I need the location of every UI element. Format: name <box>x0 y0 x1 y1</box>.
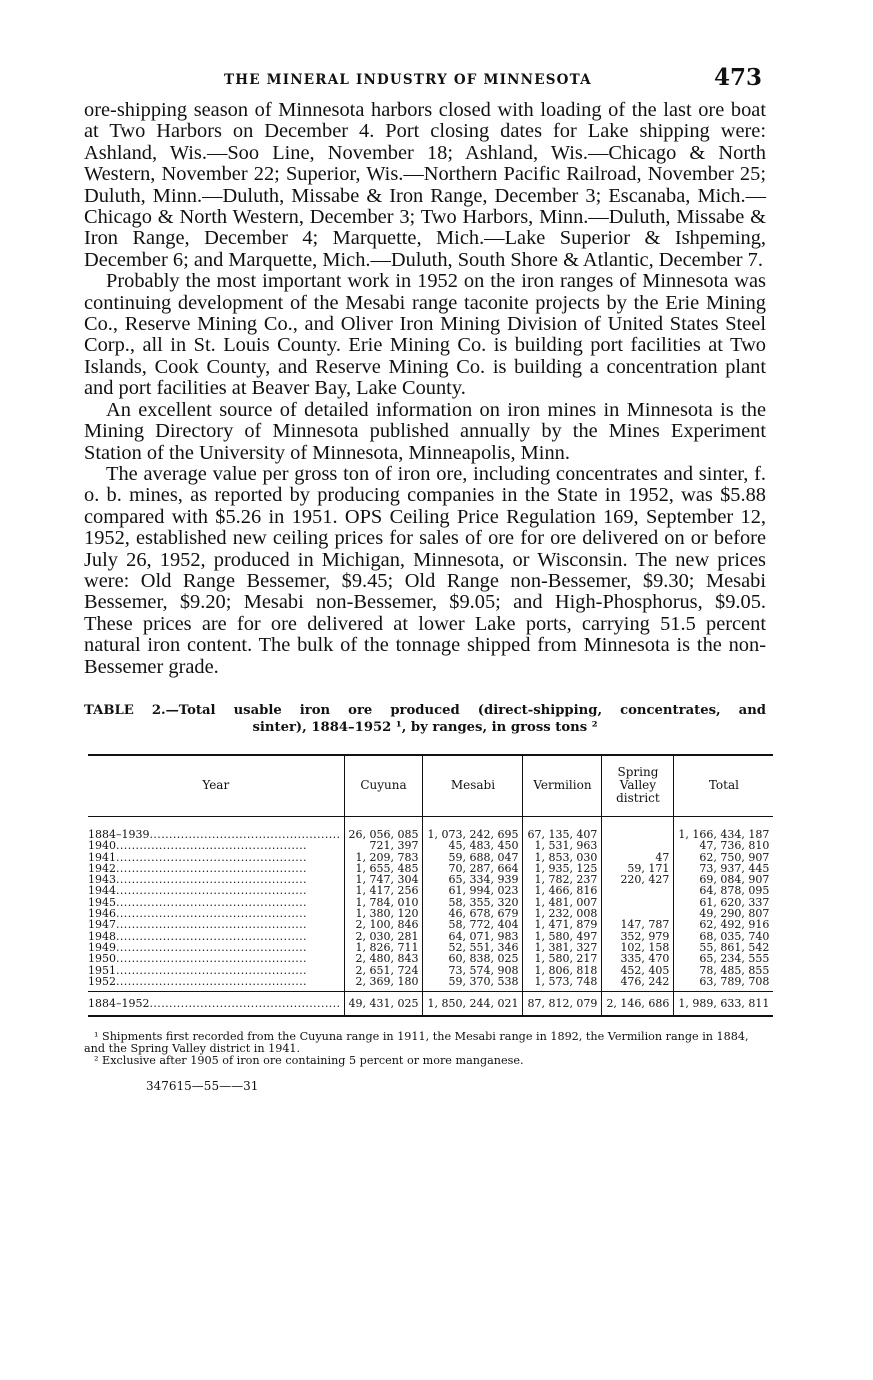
cell-year <box>88 942 344 953</box>
cell-cuyuna: 1, 784, 010 <box>344 897 423 908</box>
cell-spring-valley: 2, 146, 686 <box>602 992 674 1017</box>
cell-total: 69, 084, 907 <box>674 874 773 885</box>
year-label: 1946 <box>88 907 116 921</box>
table-row <box>88 874 773 885</box>
cell-total: 73, 937, 445 <box>674 863 773 874</box>
year-label: 1940 <box>88 839 116 853</box>
cell-year <box>88 992 344 1017</box>
cell-cuyuna: 1, 747, 304 <box>344 874 423 885</box>
page <box>84 60 770 1094</box>
year-label: 1950 <box>88 952 116 966</box>
paragraph-shipping-season: ore-shipping season of Minnesota harbors closed with loading of the last ore boat at Two Harbors on December 4. Port closing dates for Lake shipping were: Ashland, Wis.—Soo Line, November 18; Ashland, Wis.—Chicago & North Western, November 22; Superior, Wis.—Northern Pacific Railroad, November 25; Duluth, Minn.—Duluth, Missabe & Iron Range, December 3; Escanaba, Mich.—Chicago & North Western, December 3; Two Harbors, Minn.—Duluth, Missabe & Iron Range, December 4; Marquette, Mich.—Lake Superior & Ishpeming, December 6; and Marquette, Mich.—Duluth, South Shore & Atlantic, December 7. <box>84 99 766 271</box>
cell-mesabi: 73, 574, 908 <box>423 965 523 976</box>
cell-spring-valley: 452, 405 <box>602 965 674 976</box>
cell-year <box>88 931 344 942</box>
cell-year <box>88 908 344 919</box>
year-label: 1952 <box>88 974 116 988</box>
table-row <box>88 953 773 964</box>
cell-cuyuna: 26, 056, 085 <box>344 829 423 840</box>
cell-mesabi: 1, 073, 242, 695 <box>423 829 523 840</box>
iron-ore-table <box>88 754 773 1017</box>
year-label: 1941 <box>88 850 116 864</box>
table-row <box>88 885 773 896</box>
cell-mesabi: 61, 994, 023 <box>423 885 523 896</box>
paragraph-taconite-projects: Probably the most important work in 1952 on the iron ranges of Minnesota was continuing development of the Mesabi range taconite projects by the Erie Mining Co., Reserve Mining Co., and Oliver Iron Mining Division of United States Steel Corp., all in St. Louis County. Erie Mining Co. is building port facilities at Two Islands, Cook County, and Reserve Mining Co. is building a concentration plant and port facilities at Beaver Bay, Lake County. <box>84 270 766 400</box>
cell-total: 61, 620, 337 <box>674 897 773 908</box>
cell-vermilion: 1, 935, 125 <box>523 863 602 874</box>
year-label: 1884–1939 <box>88 827 150 841</box>
cell-spring-valley <box>602 885 674 896</box>
body-text <box>84 100 766 678</box>
table-row <box>88 863 773 874</box>
year-label: 1942 <box>88 861 116 875</box>
year-label: 1947 <box>88 918 116 932</box>
cell-total: 78, 485, 855 <box>674 965 773 976</box>
table-body <box>88 816 773 1016</box>
cell-cuyuna: 1, 655, 485 <box>344 863 423 874</box>
cell-total: 62, 750, 907 <box>674 852 773 863</box>
dot-leader <box>150 829 340 840</box>
cell-total: 49, 290, 807 <box>674 908 773 919</box>
cell-vermilion: 1, 232, 008 <box>523 908 602 919</box>
table-total-row <box>88 992 773 1017</box>
page-number: 473 <box>713 64 762 91</box>
dot-leader <box>116 874 306 885</box>
cell-year <box>88 852 344 863</box>
dot-leader <box>116 919 306 930</box>
cell-cuyuna: 721, 397 <box>344 840 423 851</box>
dot-leader <box>116 863 306 874</box>
table-row <box>88 897 773 908</box>
cell-spring-valley <box>602 829 674 840</box>
dot-leader <box>150 998 340 1009</box>
cell-total: 63, 789, 708 <box>674 976 773 992</box>
cell-spring-valley: 47 <box>602 852 674 863</box>
footnote-2: ² Exclusive after 1905 of iron ore containing 5 percent or more manganese. <box>94 1054 524 1068</box>
cell-mesabi: 64, 071, 983 <box>423 931 523 942</box>
cell-mesabi: 59, 688, 047 <box>423 852 523 863</box>
cell-total: 65, 234, 555 <box>674 953 773 964</box>
dot-leader <box>116 942 306 953</box>
running-head <box>84 60 766 100</box>
cell-vermilion: 1, 573, 748 <box>523 976 602 992</box>
cell-spring-valley: 476, 242 <box>602 976 674 992</box>
dot-leader <box>116 965 306 976</box>
cell-total: 55, 861, 542 <box>674 942 773 953</box>
cell-cuyuna: 1, 826, 711 <box>344 942 423 953</box>
dot-leader <box>116 953 306 964</box>
cell-total: 62, 492, 916 <box>674 919 773 930</box>
cell-spring-valley: 102, 158 <box>602 942 674 953</box>
cell-year <box>88 840 344 851</box>
dot-leader <box>116 908 306 919</box>
dot-leader <box>116 931 306 942</box>
cell-total: 1, 166, 434, 187 <box>674 829 773 840</box>
cell-year <box>88 953 344 964</box>
cell-mesabi: 45, 483, 450 <box>423 840 523 851</box>
cell-spring-valley: 59, 171 <box>602 863 674 874</box>
footnote-1: ¹ Shipments first recorded from the Cuyuna range in 1911, the Mesabi range in 1892, the Vermilion range in 1884, and the Spring Valley district in 1941. <box>84 1030 749 1056</box>
cell-vermilion: 1, 531, 963 <box>523 840 602 851</box>
cell-spring-valley: 147, 787 <box>602 919 674 930</box>
year-label: 1948 <box>88 929 116 943</box>
cell-spring-valley <box>602 840 674 851</box>
cell-cuyuna: 2, 480, 843 <box>344 953 423 964</box>
year-label: 1951 <box>88 963 116 977</box>
cell-vermilion: 1, 471, 879 <box>523 919 602 930</box>
table-row <box>88 976 773 992</box>
table-row <box>88 840 773 851</box>
cell-total: 47, 736, 810 <box>674 840 773 851</box>
header-cuyuna: Cuyuna <box>344 755 423 817</box>
cell-vermilion: 1, 381, 327 <box>523 942 602 953</box>
cell-spring-valley: 335, 470 <box>602 953 674 964</box>
cell-year <box>88 919 344 930</box>
cell-mesabi: 52, 551, 346 <box>423 942 523 953</box>
cell-mesabi: 70, 287, 664 <box>423 863 523 874</box>
cell-vermilion: 67, 135, 407 <box>523 829 602 840</box>
cell-vermilion: 1, 466, 816 <box>523 885 602 896</box>
cell-vermilion: 1, 853, 030 <box>523 852 602 863</box>
table-row <box>88 829 773 840</box>
cell-cuyuna: 49, 431, 025 <box>344 992 423 1017</box>
year-label: 1884–1952 <box>88 997 150 1011</box>
dot-leader <box>116 897 306 908</box>
header-year: Year <box>88 755 344 817</box>
cell-cuyuna: 1, 417, 256 <box>344 885 423 896</box>
cell-cuyuna: 2, 030, 281 <box>344 931 423 942</box>
cell-year <box>88 829 344 840</box>
table-row <box>88 919 773 930</box>
cell-mesabi: 58, 355, 320 <box>423 897 523 908</box>
year-label: 1945 <box>88 895 116 909</box>
running-title: THE MINERAL INDUSTRY OF MINNESOTA <box>224 72 592 88</box>
year-label: 1949 <box>88 940 116 954</box>
cell-vermilion: 1, 580, 217 <box>523 953 602 964</box>
cell-spring-valley: 220, 427 <box>602 874 674 885</box>
table-row <box>88 908 773 919</box>
dot-leader <box>116 885 306 896</box>
cell-mesabi: 65, 334, 939 <box>423 874 523 885</box>
year-label: 1944 <box>88 884 116 898</box>
header-spring-valley: Spring Valley district <box>602 755 674 817</box>
table-row <box>88 852 773 863</box>
cell-total: 68, 035, 740 <box>674 931 773 942</box>
cell-cuyuna: 1, 380, 120 <box>344 908 423 919</box>
paragraph-ore-prices: The average value per gross ton of iron ore, including concentrates and sinter, f. o. b. mines, as reported by producing companies in the State in 1952, was $5.88 compared with $5.26 in 1951. OPS Ceiling Price Regulation 169, September 12, 1952, established new ceiling prices for sales of ore for ore delivered on or before July 26, 1952, produced in Michigan, Minnesota, or Wisconsin. The new prices were: Old Range Bessemer, $9.45; Old Range non-Bessemer, $9.30; Mesabi Bessemer, $9.20; Mesabi non-Bessemer, $9.05; and High-Phosphorus, $9.05. These prices are for ore delivered at lower Lake ports, carrying 51.5 percent natural iron content. The bulk of the tonnage shipped from Minnesota is the non-Bessemer grade. <box>84 462 766 678</box>
table-caption-line-1: TABLE 2.—Total usable iron ore produced (direct-shipping, concentrates, and <box>84 702 766 718</box>
header-mesabi: Mesabi <box>423 755 523 817</box>
cell-vermilion: 1, 580, 497 <box>523 931 602 942</box>
header-total: Total <box>674 755 773 817</box>
cell-mesabi: 59, 370, 538 <box>423 976 523 992</box>
cell-vermilion: 87, 812, 079 <box>523 992 602 1017</box>
cell-mesabi: 60, 838, 025 <box>423 953 523 964</box>
cell-cuyuna: 2, 100, 846 <box>344 919 423 930</box>
cell-year <box>88 976 344 992</box>
cell-spring-valley <box>602 897 674 908</box>
cell-year <box>88 885 344 896</box>
cell-cuyuna: 2, 369, 180 <box>344 976 423 992</box>
cell-year <box>88 874 344 885</box>
cell-mesabi: 1, 850, 244, 021 <box>423 992 523 1017</box>
print-code: 347615—55——31 <box>146 1079 259 1094</box>
cell-mesabi: 46, 678, 679 <box>423 908 523 919</box>
cell-spring-valley: 352, 979 <box>602 931 674 942</box>
cell-cuyuna: 1, 209, 783 <box>344 852 423 863</box>
cell-total: 1, 989, 633, 811 <box>674 992 773 1017</box>
dot-leader <box>116 976 306 987</box>
table-caption-line-2: sinter), 1884–1952 ¹, by ranges, in gross tons ² <box>252 719 598 735</box>
table-row <box>88 965 773 976</box>
cell-year <box>88 897 344 908</box>
cell-vermilion: 1, 806, 818 <box>523 965 602 976</box>
cell-vermilion: 1, 481, 007 <box>523 897 602 908</box>
cell-cuyuna: 2, 651, 724 <box>344 965 423 976</box>
paragraph-mining-directory: An excellent source of detailed information on iron mines in Minnesota is the Mining Directory of Minnesota published annually by the Mines Experiment Station of the University of Minnesota, Minneapolis, Minn. <box>84 398 766 464</box>
table-row <box>88 942 773 953</box>
header-vermilion: Vermilion <box>523 755 602 817</box>
cell-year <box>88 863 344 874</box>
cell-mesabi: 58, 772, 404 <box>423 919 523 930</box>
dot-leader <box>116 852 306 863</box>
table-row <box>88 931 773 942</box>
table-header-row <box>88 755 773 817</box>
footnotes <box>84 1031 766 1067</box>
cell-year <box>88 965 344 976</box>
dot-leader <box>116 840 306 851</box>
cell-total: 64, 878, 095 <box>674 885 773 896</box>
table-caption <box>84 702 766 736</box>
year-label: 1943 <box>88 873 116 887</box>
cell-vermilion: 1, 782, 237 <box>523 874 602 885</box>
